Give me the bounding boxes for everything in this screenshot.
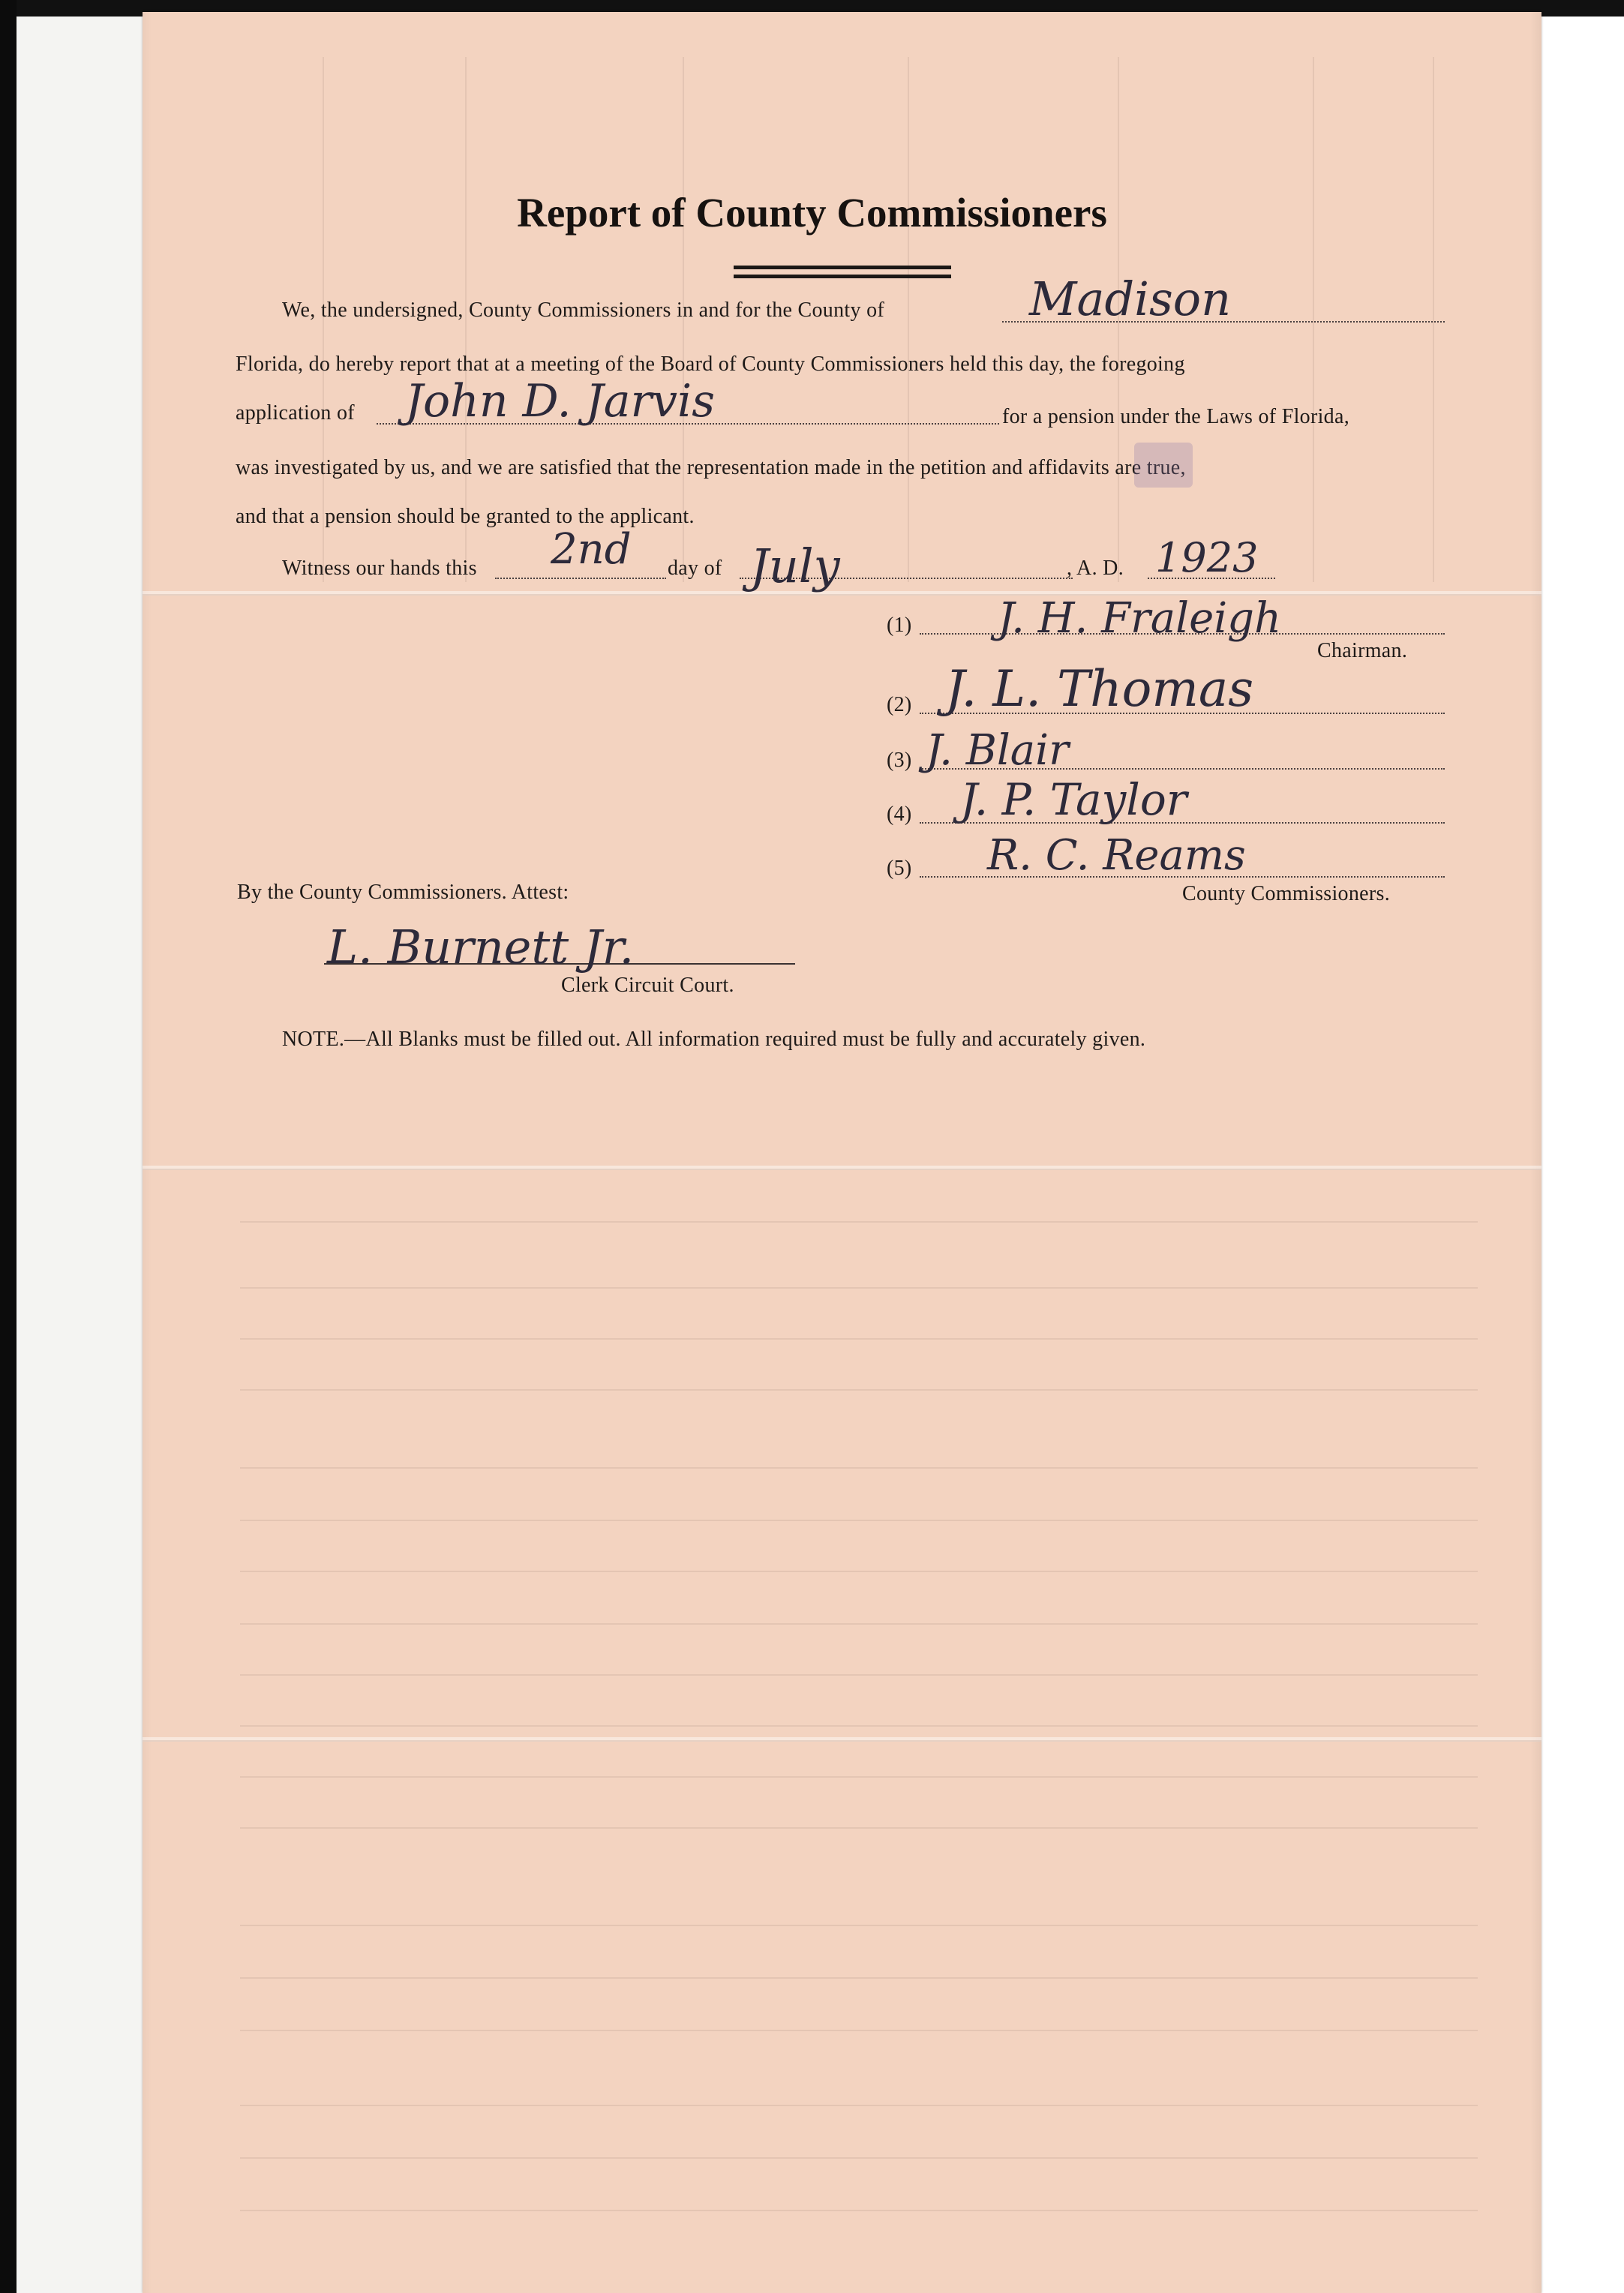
bleed-through-line — [240, 1338, 1478, 1340]
commissioner-number: (4) — [887, 803, 912, 826]
applicant-handwritten: John D. Jarvis — [405, 375, 716, 428]
bleed-through-line — [1433, 57, 1434, 582]
commissioner-signature: J. L. Thomas — [945, 660, 1254, 718]
county-commissioners-label: County Commissioners. — [1182, 882, 1390, 905]
bleed-through-line — [240, 1221, 1478, 1223]
clerk-label: Clerk Circuit Court. — [561, 974, 734, 997]
note-text: NOTE.—All Blanks must be filled out. All information required must be fully and accurately given. — [282, 1028, 1146, 1051]
commissioner-number: (5) — [887, 857, 912, 880]
day-handwritten: 2nd — [551, 525, 632, 574]
commissioner-signature: J. Blair — [926, 726, 1069, 775]
commissioner-signature: J. H. Fraleigh — [998, 594, 1282, 643]
fold-crease — [143, 1737, 1541, 1742]
bleed-through-line — [908, 57, 909, 582]
bleed-through-line — [240, 1571, 1478, 1572]
bleed-through-line — [240, 1389, 1478, 1391]
florida-text: Florida, do hereby report that at a meeting of the Board of County Commissioners held this day, the foregoing — [236, 353, 1185, 376]
day-blank — [495, 578, 666, 579]
ink-smudge — [1134, 443, 1193, 488]
bleed-through-line — [240, 1725, 1478, 1727]
title-rule — [734, 266, 951, 269]
day-of-label: day of — [668, 557, 722, 580]
year-label: , A. D. — [1067, 557, 1124, 580]
commissioner-number: (2) — [887, 693, 912, 716]
bleed-through-line — [240, 1467, 1478, 1469]
title-rule — [734, 275, 951, 278]
fold-crease — [143, 591, 1541, 596]
investigated-text: was investigated by us, and we are satisfied that the representation made in the petition and affidavits are true, — [236, 456, 1186, 479]
bleed-through-line — [240, 1287, 1478, 1289]
page-title: Report of County Commissioners — [517, 190, 1107, 236]
bleed-through-line — [240, 2105, 1478, 2106]
scan-edge-left — [0, 0, 17, 2293]
year-handwritten: 1923 — [1155, 534, 1259, 581]
scan-margin — [17, 17, 144, 2293]
commissioner-signature: J. P. Taylor — [960, 774, 1187, 825]
commissioner-number: (1) — [887, 614, 912, 637]
bleed-through-line — [240, 1623, 1478, 1625]
witness-text: Witness our hands this — [282, 557, 477, 580]
county-handwritten: Madison — [1029, 272, 1232, 326]
month-handwritten: July — [750, 539, 840, 593]
pension-laws-text: for a pension under the Laws of Florida, — [1002, 405, 1349, 428]
granted-text: and that a pension should be granted to the applicant. — [236, 505, 695, 528]
bleed-through-line — [1313, 57, 1314, 582]
bleed-through-line — [240, 1827, 1478, 1829]
bleed-through-line — [240, 1925, 1478, 1926]
commissioner-number: (3) — [887, 749, 912, 772]
application-text: application of — [236, 401, 355, 425]
bleed-through-line — [240, 1977, 1478, 1979]
bleed-through-line — [240, 1674, 1478, 1676]
chairman-label: Chairman. — [1317, 639, 1408, 662]
clerk-signature: L. Burnett Jr. — [327, 920, 635, 974]
fold-crease — [143, 1166, 1541, 1170]
attest-label: By the County Commissioners. Attest: — [237, 881, 569, 904]
bleed-through-line — [240, 1776, 1478, 1778]
bleed-through-line — [240, 1520, 1478, 1521]
bleed-through-line — [240, 2157, 1478, 2159]
bleed-through-line — [240, 2210, 1478, 2211]
bleed-through-line — [240, 2030, 1478, 2031]
intro-text: We, the undersigned, County Commissioners in and for the County of — [282, 299, 885, 322]
commissioner-signature: R. C. Reams — [987, 831, 1246, 880]
